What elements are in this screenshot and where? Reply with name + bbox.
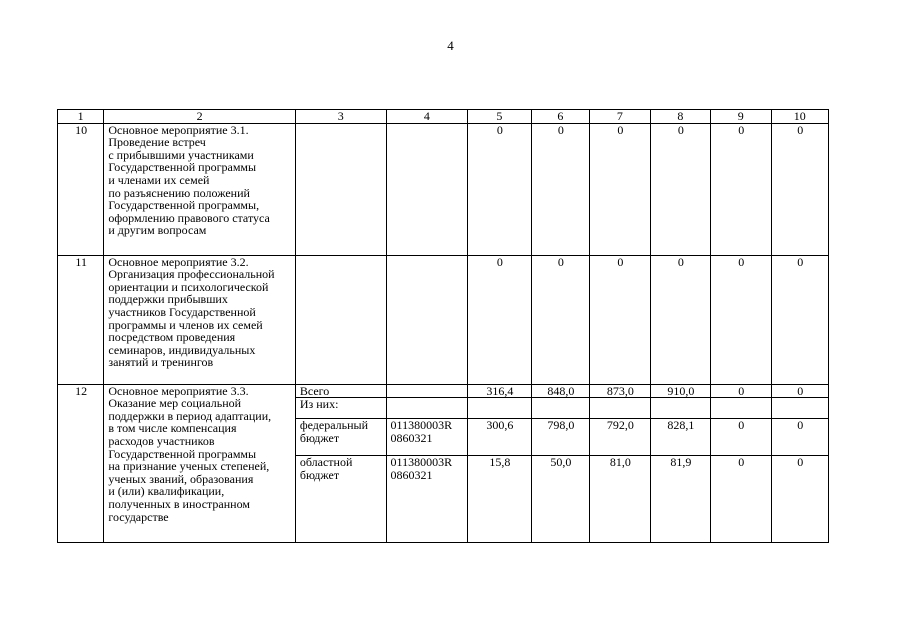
header-cell-5: 5 (468, 110, 531, 124)
funding-source-cell: федеральный бюджет (295, 419, 386, 456)
value-cell: 0 (468, 255, 531, 384)
funding-source-cell: Из них: (295, 398, 386, 419)
activity-name: Основное мероприятие 3.3. Оказание мер социальной поддержки в период адаптации, в том числе компенсация расходов участников Государственной программы на признание ученых степеней, ученых званий, образования и (или) квалификации, полученных в иностранном государстве (104, 384, 295, 543)
value-cell: 0 (590, 123, 650, 255)
value-cell: 50,0 (531, 456, 589, 543)
header-cell-10: 10 (771, 110, 828, 124)
header-cell-4: 4 (386, 110, 468, 124)
row-number: 10 (58, 123, 104, 255)
value-cell: 0 (650, 255, 710, 384)
table-header-row (58, 110, 829, 124)
header-cell-8: 8 (650, 110, 710, 124)
budget-code-cell (386, 123, 468, 255)
value-cell (531, 398, 589, 419)
table-row (58, 255, 829, 384)
value-cell: 910,0 (650, 384, 710, 398)
value-cell: 0 (771, 419, 828, 456)
budget-code-cell (386, 255, 468, 384)
value-cell (771, 398, 828, 419)
value-cell (650, 398, 710, 419)
value-cell: 0 (468, 123, 531, 255)
header-cell-1: 1 (58, 110, 104, 124)
value-cell: 873,0 (590, 384, 650, 398)
funding-source-cell (295, 255, 386, 384)
value-cell: 0 (771, 456, 828, 543)
value-cell: 848,0 (531, 384, 589, 398)
value-cell: 798,0 (531, 419, 589, 456)
funding-source-cell: Всего (295, 384, 386, 398)
value-cell: 0 (771, 123, 828, 255)
row-number: 12 (58, 384, 104, 543)
value-cell: 0 (650, 123, 710, 255)
value-cell: 0 (590, 255, 650, 384)
funding-source-cell (295, 123, 386, 255)
value-cell: 0 (531, 255, 589, 384)
header-cell-9: 9 (711, 110, 771, 124)
table-row (58, 123, 829, 255)
value-cell: 0 (531, 123, 589, 255)
value-cell (711, 398, 771, 419)
row-number: 11 (58, 255, 104, 384)
budget-code-cell: 011380003R 0860321 (386, 456, 468, 543)
activity-name: Основное мероприятие 3.1. Проведение встреч с прибывшими участниками Государственной программы и членами их семей по разъяснению положений Государственной программы, оформлению правового статуса и другим вопросам (104, 123, 295, 255)
header-cell-2: 2 (104, 110, 295, 124)
value-cell: 0 (771, 384, 828, 398)
value-cell: 0 (711, 419, 771, 456)
program-activities-table (57, 109, 829, 543)
budget-code-cell (386, 384, 468, 398)
page-number: 4 (447, 38, 454, 53)
budget-code-cell: 011380003R 0860321 (386, 419, 468, 456)
value-cell: 0 (711, 123, 771, 255)
header-cell-6: 6 (531, 110, 589, 124)
header-cell-7: 7 (590, 110, 650, 124)
value-cell: 0 (711, 456, 771, 543)
value-cell: 828,1 (650, 419, 710, 456)
value-cell: 792,0 (590, 419, 650, 456)
value-cell: 81,0 (590, 456, 650, 543)
value-cell: 15,8 (468, 456, 531, 543)
value-cell: 300,6 (468, 419, 531, 456)
funding-source-cell: областной бюджет (295, 456, 386, 543)
value-cell: 0 (771, 255, 828, 384)
activity-name: Основное мероприятие 3.2. Организация профессиональной ориентации и психологической поддержки прибывших участников Государственной программы и членов их семей посредством проведения семинаров, индивидуальных занятий и тренингов (104, 255, 295, 384)
value-cell: 316,4 (468, 384, 531, 398)
table-row (58, 384, 829, 398)
value-cell (590, 398, 650, 419)
value-cell: 0 (711, 384, 771, 398)
value-cell (468, 398, 531, 419)
budget-code-cell (386, 398, 468, 419)
header-cell-3: 3 (295, 110, 386, 124)
value-cell: 81,9 (650, 456, 710, 543)
value-cell: 0 (711, 255, 771, 384)
